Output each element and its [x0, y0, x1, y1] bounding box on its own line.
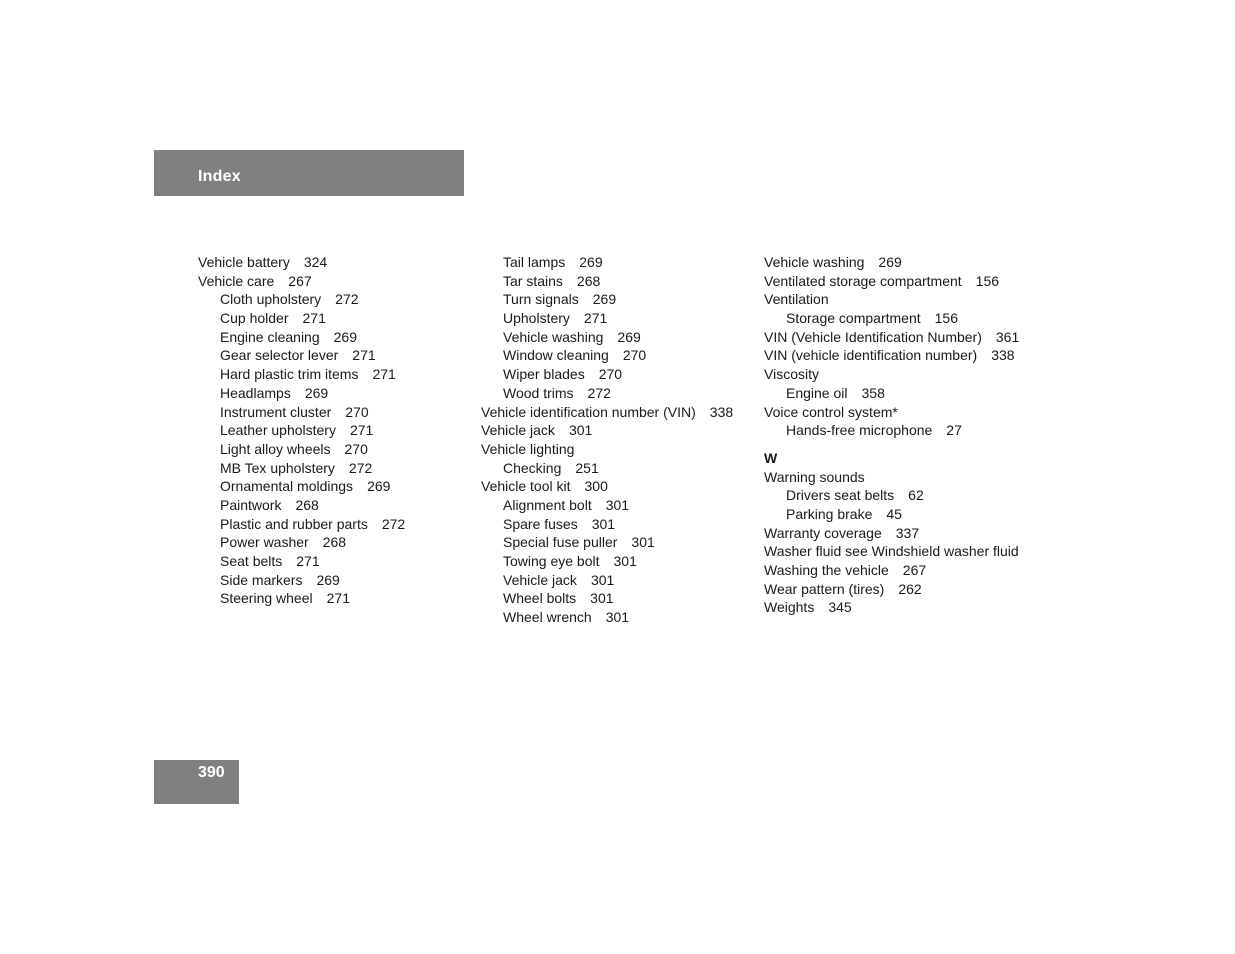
entry-term: Light alloy wheels [220, 440, 331, 457]
index-subentry [481, 346, 733, 365]
entry-term: Weights [764, 599, 815, 616]
entry-page-ref[interactable]: 301 [631, 534, 655, 551]
entry-page-ref[interactable]: 269 [617, 328, 641, 345]
entry-page-ref[interactable]: 270 [622, 347, 647, 364]
index-subentry [198, 496, 405, 515]
index-entry [764, 328, 1019, 347]
index-subentry [198, 346, 405, 365]
index-subentry [198, 384, 405, 403]
index-entry [764, 346, 1019, 365]
entry-term: Ventilation [764, 291, 829, 308]
entry-term: Voice control system* [764, 403, 898, 420]
entry-page-ref[interactable]: 269 [878, 254, 902, 270]
entry-page-ref[interactable]: 270 [344, 440, 368, 457]
entry-page-ref[interactable]: 361 [995, 328, 1020, 345]
index-entry [481, 477, 733, 496]
index-subentry [481, 608, 733, 627]
entry-term: Turn signals [503, 291, 579, 308]
entry-term: Leather upholstery [220, 422, 336, 439]
entry-term: Hard plastic trim items [220, 366, 359, 383]
entry-term: Power washer [220, 534, 309, 551]
index-subentry [198, 403, 405, 422]
index-entry [764, 290, 1019, 309]
entry-term: Wear pattern (tires) [764, 580, 885, 597]
entry-term: Alignment bolt [503, 496, 592, 513]
index-subentry [198, 365, 405, 384]
index-entry [764, 365, 1019, 384]
entry-term: Engine cleaning [220, 328, 320, 345]
entry-page-ref[interactable]: 271 [349, 422, 374, 439]
entry-term: Washer fluid see Windshield washer fluid [764, 543, 1019, 560]
entry-page-ref[interactable]: 345 [828, 599, 852, 616]
entry-term: Wheel wrench [503, 609, 592, 626]
index-entry [481, 403, 733, 422]
entry-term: Spare fuses [503, 515, 578, 532]
entry-page-ref[interactable]: 271 [352, 347, 376, 364]
entry-page-ref[interactable]: 272 [348, 459, 373, 476]
entry-term: Vehicle washing [764, 254, 865, 270]
entry-term: Tar stains [503, 272, 563, 289]
entry-term: Vehicle tool kit [481, 478, 571, 495]
entry-page-ref[interactable]: 271 [583, 310, 608, 327]
index-subentry [198, 309, 405, 328]
entry-page-ref[interactable]: 337 [895, 524, 920, 541]
entry-term: Parking brake [786, 505, 873, 522]
entry-page-ref[interactable]: 301 [605, 496, 630, 513]
index-entry [198, 272, 405, 291]
entry-term: Drivers seat belts [786, 487, 895, 504]
entry-page-ref[interactable]: 271 [296, 553, 320, 569]
entry-page-ref[interactable]: 269 [304, 384, 329, 401]
entry-page-ref[interactable]: 269 [316, 571, 340, 588]
index-column-3 [764, 253, 1019, 617]
index-entry [481, 421, 733, 440]
entry-term: Window cleaning [503, 347, 609, 364]
entry-term: Storage compartment [786, 310, 921, 327]
entry-term: Tail lamps [503, 254, 566, 270]
section-letter: W [764, 449, 778, 466]
index-subentry [764, 421, 1019, 440]
index-column-1 [198, 253, 405, 608]
entry-term: Checking [503, 459, 562, 476]
entry-term: Seat belts [220, 553, 283, 569]
entry-term: VIN (vehicle identification number) [764, 347, 978, 364]
entry-term: Engine oil [786, 384, 848, 401]
entry-term: Towing eye bolt [503, 553, 600, 569]
entry-term: Ornamental moldings [220, 478, 354, 495]
index-entry [198, 253, 405, 272]
index-entry [764, 598, 1019, 617]
index-subentry [481, 328, 733, 347]
entry-term: Viscosity [764, 366, 819, 383]
entry-page-ref[interactable]: 268 [295, 496, 319, 513]
header-bar [154, 150, 464, 196]
entry-page-ref[interactable]: 269 [592, 291, 617, 308]
entry-term: Ventilated storage compartment [764, 272, 962, 289]
entry-term: Wood trims [503, 384, 574, 401]
index-subentry [764, 384, 1019, 403]
entry-term: Vehicle care [198, 272, 275, 289]
entry-page-ref[interactable]: 338 [709, 403, 734, 420]
entry-page-ref[interactable]: 271 [302, 310, 326, 327]
index-subentry [764, 505, 1019, 524]
index-subentry [764, 486, 1019, 505]
entry-page-ref[interactable]: 45 [886, 505, 902, 522]
index-subentry [198, 477, 405, 496]
entry-term: Wiper blades [503, 366, 585, 383]
entry-page-ref[interactable]: 272 [587, 384, 611, 401]
entry-page-ref[interactable]: 268 [322, 534, 347, 551]
entry-term: Washing the vehicle [764, 562, 889, 578]
index-column-2 [481, 253, 733, 627]
entry-term: Warranty coverage [764, 524, 882, 541]
entry-page-ref[interactable]: 272 [381, 515, 406, 532]
index-subentry [481, 365, 733, 384]
index-subentry [198, 440, 405, 459]
page-number: 390 [198, 764, 225, 781]
entry-term: Vehicle lighting [481, 440, 575, 457]
index-entry [764, 468, 1019, 487]
entry-term: VIN (Vehicle Identification Number) [764, 328, 982, 345]
entry-page-ref[interactable]: 269 [333, 328, 357, 345]
entry-page-ref[interactable]: 271 [326, 590, 350, 607]
entry-page-ref[interactable]: 300 [584, 478, 608, 495]
index-subentry [764, 309, 1019, 328]
entry-page-ref[interactable]: 270 [598, 366, 623, 383]
entry-page-ref[interactable]: 301 [590, 590, 614, 607]
entry-page-ref[interactable]: 324 [303, 254, 328, 270]
entry-page-ref[interactable]: 338 [991, 347, 1015, 364]
entry-page-ref[interactable]: 301 [568, 422, 593, 439]
index-subentry [481, 589, 733, 608]
index-subentry [481, 459, 733, 478]
entry-term: Side markers [220, 571, 303, 588]
entry-page-ref[interactable]: 262 [898, 580, 922, 597]
index-entry [764, 580, 1019, 599]
entry-page-ref[interactable]: 267 [288, 272, 312, 289]
entry-page-ref[interactable]: 301 [613, 553, 637, 569]
entry-page-ref[interactable]: 27 [946, 422, 962, 439]
entry-term: Vehicle jack [503, 571, 577, 588]
entry-page-ref[interactable]: 156 [975, 272, 1000, 289]
index-entry [764, 272, 1019, 291]
index-entry [764, 542, 1019, 561]
index-subentry [481, 533, 733, 552]
entry-term: Headlamps [220, 384, 291, 401]
index-subentry [481, 552, 733, 571]
entry-page-ref[interactable]: 251 [575, 459, 599, 476]
index-subentry [481, 272, 733, 291]
entry-term: Paintwork [220, 496, 282, 513]
index-subentry [198, 552, 405, 571]
entry-term: Cup holder [220, 310, 289, 327]
entry-term: Steering wheel [220, 590, 313, 607]
index-subentry [481, 571, 733, 590]
index-subentry [198, 515, 405, 534]
index-subentry [481, 309, 733, 328]
page-number-tab [154, 760, 239, 804]
index-entry [764, 524, 1019, 543]
entry-page-ref[interactable]: 269 [367, 478, 391, 495]
index-subentry [198, 290, 405, 309]
index-subentry [198, 328, 405, 347]
entry-term: Plastic and rubber parts [220, 515, 368, 532]
entry-page-ref[interactable]: 301 [590, 571, 615, 588]
entry-page-ref[interactable]: 272 [335, 291, 359, 308]
index-subentry [481, 290, 733, 309]
entry-term: Special fuse puller [503, 534, 618, 551]
index-subentry [198, 589, 405, 608]
entry-page-ref[interactable]: 156 [934, 310, 958, 327]
entry-page-ref[interactable]: 270 [345, 403, 369, 420]
entry-page-ref[interactable]: 271 [372, 366, 396, 383]
entry-term: Vehicle battery [198, 254, 290, 270]
entry-term: Wheel bolts [503, 590, 577, 607]
index-entry [764, 403, 1019, 422]
entry-page-ref[interactable]: 358 [861, 384, 885, 401]
index-subentry [481, 496, 733, 515]
entry-term: Warning sounds [764, 468, 865, 485]
index-entry [481, 440, 733, 459]
entry-term: Vehicle jack [481, 422, 555, 439]
entry-page-ref[interactable]: 301 [591, 515, 616, 532]
entry-term: MB Tex upholstery [220, 459, 335, 476]
entry-page-ref[interactable]: 267 [902, 562, 927, 578]
entry-page-ref[interactable]: 269 [579, 254, 603, 270]
entry-page-ref[interactable]: 268 [576, 272, 601, 289]
entry-term: Vehicle washing [503, 328, 604, 345]
page-title: Index [198, 168, 241, 185]
index-entry [764, 253, 1019, 272]
entry-term: Vehicle identification number (VIN) [481, 403, 696, 420]
entry-page-ref[interactable]: 62 [908, 487, 924, 504]
index-subentry [198, 459, 405, 478]
entry-term: Hands-free microphone [786, 422, 933, 439]
index-subentry [198, 421, 405, 440]
entry-term: Upholstery [503, 310, 570, 327]
index-subentry [481, 253, 733, 272]
index-subentry [198, 571, 405, 590]
entry-page-ref[interactable]: 301 [605, 609, 630, 626]
entry-term: Cloth upholstery [220, 291, 322, 308]
index-entry [764, 561, 1019, 580]
entry-term: Instrument cluster [220, 403, 332, 420]
entry-term: Gear selector lever [220, 347, 339, 364]
index-subentry [481, 384, 733, 403]
index-subentry [481, 515, 733, 534]
index-subentry [198, 533, 405, 552]
